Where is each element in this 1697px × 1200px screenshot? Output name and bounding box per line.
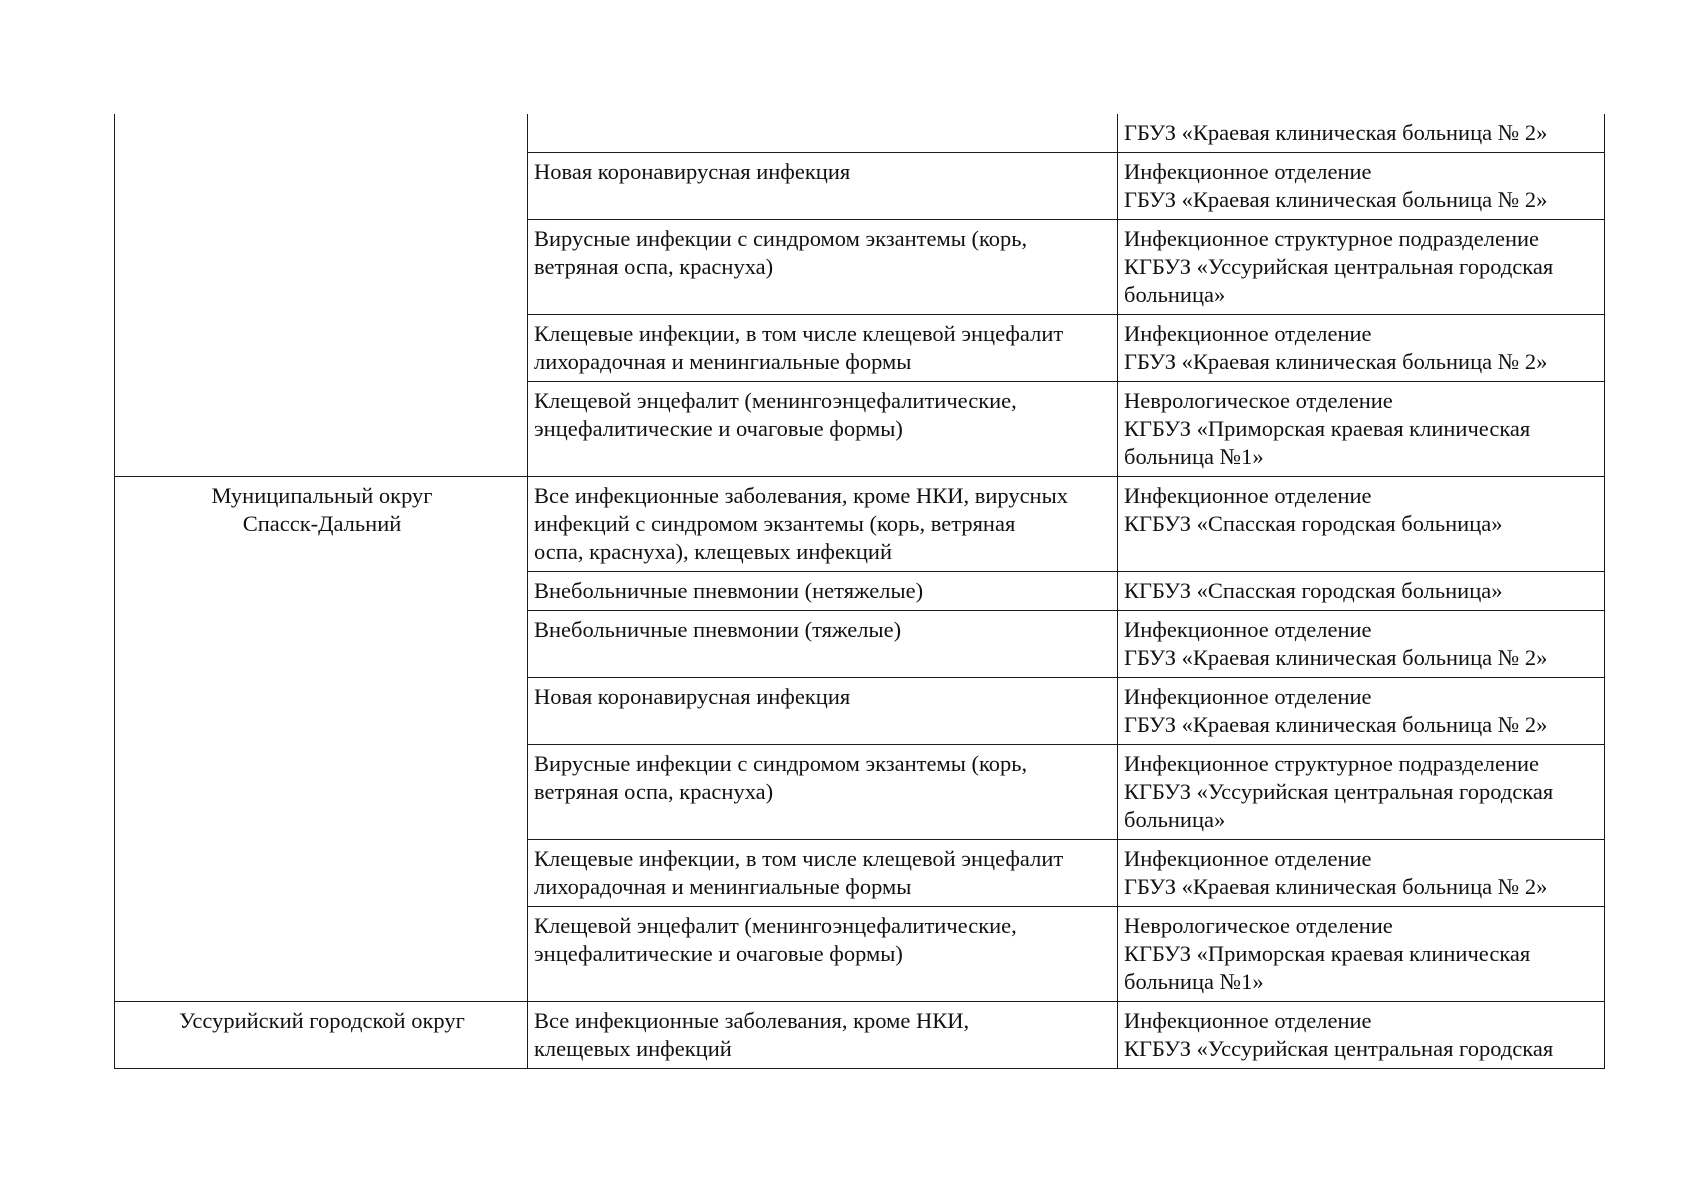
disease-text: Новая коронавирусная инфекция — [534, 159, 851, 184]
disease-cell — [528, 382, 1118, 477]
facility-cell — [1118, 840, 1605, 907]
disease-text: Внебольничные пневмонии (тяжелые) — [534, 617, 902, 642]
facility-text: Инфекционное отделение — [1124, 846, 1372, 871]
facility-text: больница №1» — [1124, 969, 1264, 994]
facility-text: Инфекционное отделение — [1124, 483, 1372, 508]
disease-cell — [528, 678, 1118, 745]
district-name: Уссурийский городской округ — [179, 1008, 465, 1033]
facility-text: Неврологическое отделение — [1124, 388, 1393, 413]
disease-text: энцефалитические и очаговые формы) — [534, 941, 903, 966]
facility-text: КГБУЗ «Уссурийская центральная городская — [1124, 254, 1554, 279]
facility-text: ГБУЗ «Краевая клиническая больница № 2» — [1124, 712, 1548, 737]
disease-text: оспа, краснуха), клещевых инфекций — [534, 539, 892, 564]
facility-text: ГБУЗ «Краевая клиническая больница № 2» — [1124, 874, 1548, 899]
disease-text: Клещевые инфекции, в том числе клещевой энцефалит — [534, 321, 1064, 346]
facility-cell — [1118, 477, 1605, 572]
facility-cell — [1118, 382, 1605, 477]
disease-text: Клещевой энцефалит (менингоэнцефалитические, — [534, 913, 1017, 938]
facility-cell — [1118, 1002, 1605, 1069]
table-row — [115, 477, 1605, 572]
disease-text: Все инфекционные заболевания, кроме НКИ, — [534, 1008, 970, 1033]
disease-text: энцефалитические и очаговые формы) — [534, 416, 903, 441]
facility-text: КГБУЗ «Уссурийская центральная городская — [1124, 1036, 1554, 1061]
facility-text: Инфекционное отделение — [1124, 159, 1372, 184]
disease-cell — [528, 477, 1118, 572]
disease-text: Новая коронавирусная инфекция — [534, 684, 851, 709]
district-name: Спасск-Дальний — [242, 511, 402, 536]
facility-text: ГБУЗ «Краевая клиническая больница № 2» — [1124, 187, 1548, 212]
facility-text: КГБУЗ «Приморская краевая клиническая — [1124, 416, 1531, 441]
disease-text: Клещевой энцефалит (менингоэнцефалитические, — [534, 388, 1017, 413]
facility-cell — [1118, 572, 1605, 611]
table-row — [115, 1002, 1605, 1069]
facility-text: ГБУЗ «Краевая клиническая больница № 2» — [1124, 645, 1548, 670]
facility-text: Инфекционное отделение — [1124, 321, 1372, 346]
disease-text: лихорадочная и менингиальные формы — [534, 874, 912, 899]
disease-text: ветряная оспа, краснуха) — [534, 254, 774, 279]
facility-text: КГБУЗ «Спасская городская больница» — [1124, 578, 1503, 603]
facility-cell — [1118, 315, 1605, 382]
disease-text: Вирусные инфекции с синдромом экзантемы (корь, — [534, 751, 1028, 776]
disease-cell — [528, 745, 1118, 840]
table-body — [115, 114, 1605, 1069]
facility-cell — [1118, 220, 1605, 315]
disease-cell — [528, 114, 1118, 153]
hospital-routing-table — [114, 114, 1605, 1069]
district-cell — [115, 477, 528, 1002]
disease-cell — [528, 572, 1118, 611]
facility-text: КГБУЗ «Приморская краевая клиническая — [1124, 941, 1531, 966]
facility-text: Инфекционное отделение — [1124, 617, 1372, 642]
facility-text: ГБУЗ «Краевая клиническая больница № 2» — [1124, 349, 1548, 374]
facility-cell — [1118, 153, 1605, 220]
facility-text: Инфекционное структурное подразделение — [1124, 226, 1540, 251]
disease-text: инфекций с синдромом экзантемы (корь, ветряная — [534, 511, 1016, 536]
facility-cell — [1118, 907, 1605, 1002]
disease-text: Внебольничные пневмонии (нетяжелые) — [534, 578, 924, 603]
disease-cell — [528, 840, 1118, 907]
facility-text: КГБУЗ «Спасская городская больница» — [1124, 511, 1503, 536]
facility-text: больница №1» — [1124, 444, 1264, 469]
disease-cell — [528, 1002, 1118, 1069]
disease-cell — [528, 907, 1118, 1002]
disease-cell — [528, 611, 1118, 678]
facility-text: Инфекционное отделение — [1124, 1008, 1372, 1033]
facility-text: Неврологическое отделение — [1124, 913, 1393, 938]
facility-cell — [1118, 114, 1605, 153]
disease-cell — [528, 153, 1118, 220]
facility-cell — [1118, 745, 1605, 840]
disease-text: Вирусные инфекции с синдромом экзантемы (корь, — [534, 226, 1028, 251]
facility-text: КГБУЗ «Уссурийская центральная городская — [1124, 779, 1554, 804]
disease-cell — [528, 220, 1118, 315]
disease-text: Все инфекционные заболевания, кроме НКИ, вирусных — [534, 483, 1068, 508]
facility-text: Инфекционное отделение — [1124, 684, 1372, 709]
disease-text: клещевых инфекций — [534, 1036, 732, 1061]
disease-text: ветряная оспа, краснуха) — [534, 779, 774, 804]
facility-text: больница» — [1124, 282, 1226, 307]
district-name: Муниципальный округ — [211, 483, 433, 508]
disease-text: лихорадочная и менингиальные формы — [534, 349, 912, 374]
facility-cell — [1118, 611, 1605, 678]
facility-cell — [1118, 678, 1605, 745]
facility-text: ГБУЗ «Краевая клиническая больница № 2» — [1124, 120, 1548, 145]
district-cell — [115, 1002, 528, 1069]
facility-text: Инфекционное структурное подразделение — [1124, 751, 1540, 776]
facility-text: больница» — [1124, 807, 1226, 832]
district-cell — [115, 114, 528, 477]
disease-text: Клещевые инфекции, в том числе клещевой энцефалит — [534, 846, 1064, 871]
table-row — [115, 114, 1605, 153]
disease-cell — [528, 315, 1118, 382]
